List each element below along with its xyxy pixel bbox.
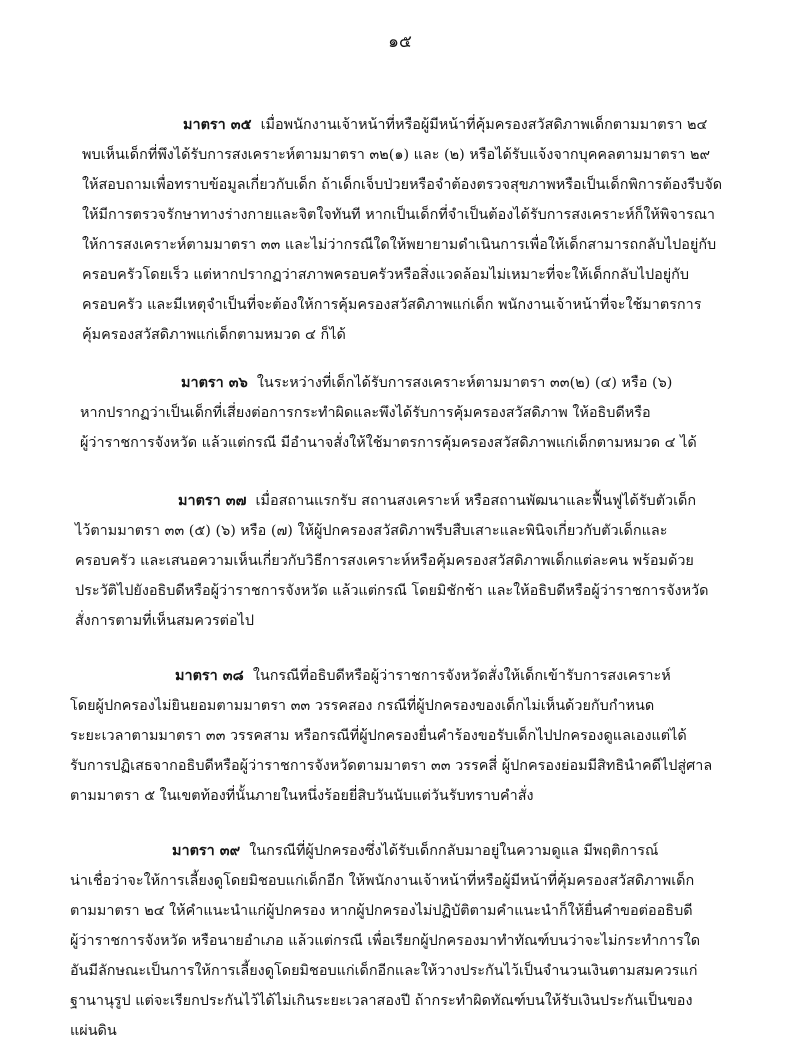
line (175, 664, 671, 687)
line: ครอบครัวโดยเร็ว แต่หากปรากฏว่าสภาพครอบครัวหรือสิ่งแวดล้อมไม่เหมาะที่จะให้เด็กกลับไปอยู่กับ (82, 267, 690, 283)
line: ระยะเวลาตามมาตรา ๓๓ วรรคสาม หรือกรณีที่ผู้ปกครองยื่นคำร้องขอรับเด็กไปปกครองดูแลเองแต่ได้ (70, 728, 687, 744)
line (181, 371, 672, 394)
section-text: ในระหว่างที่เด็กได้รับการสงเคราะห์ตามมาตรา ๓๓(๒) (๔) หรือ (๖) (256, 375, 673, 391)
line: ครอบครัว และมีเหตุจำเป็นที่จะต้องให้การคุ้มครองสวัสดิภาพแก่เด็ก พนักงานเจ้าหน้าที่จะใช้มาตรการ (82, 297, 702, 313)
line: ครอบครัว และเสนอความเห็นเกี่ยวกับวิธีการสงเคราะห์หรือคุ้มครองสวัสดิภาพเด็กแต่ละคน พร้อมด้วย (75, 553, 694, 569)
line: ให้มีการตรวจรักษาทางร่างกายและจิตใจทันที หากเป็นเด็กที่จำเป็นต้องได้รับการสงเคราะห์ก็ให้พิจารณา (82, 207, 716, 223)
line: ผู้ว่าราชการจังหวัด แล้วแต่กรณี มีอำนาจสั่งให้ใช้มาตรการคุ้มครองสวัสดิภาพแก่เด็กตามหมวด ๔ ได้ (80, 435, 697, 451)
line: สั่งการตามที่เห็นสมควรต่อไป (75, 613, 255, 629)
line: ผู้ว่าราชการจังหวัด หรือนายอำเภอ แล้วแต่กรณี เพื่อเรียกผู้ปกครองมาทำทัณฑ์บนว่าจะไม่กระทำการใด (70, 933, 701, 949)
line: รับการปฏิเสธจากอธิบดีหรือผู้ว่าราชการจังหวัดตามมาตรา ๓๓ วรรคสี่ ผู้ปกครองย่อมมีสิทธินำคดีไปสู่ศาล (70, 758, 713, 774)
line: อันมีลักษณะเป็นการให้การเลี้ยงดูโดยมิชอบแก่เด็กอีกและให้วางประกันไว้เป็นจำนวนเงินตามสมควรแก่ (70, 963, 698, 979)
line: ตามมาตรา ๒๔ ให้คำแนะนำแก่ผู้ปกครอง หากผู้ปกครองไม่ปฏิบัติตามคำแนะนำก็ให้ยื่นคำขอต่ออธิบดี (70, 903, 693, 919)
section-text: ในกรณีที่อธิบดีหรือผู้ว่าราชการจังหวัดสั่งให้เด็กเข้ารับการสงเคราะห์ (252, 668, 671, 684)
section-heading: มาตรา ๓๗ (178, 492, 247, 509)
line: คุ้มครองสวัสดิภาพแก่เด็กตามหมวด ๔ ก็ได้ (82, 327, 346, 343)
line: หากปรากฏว่าเป็นเด็กที่เสี่ยงต่อการกระทำผิดและพึงได้รับการคุ้มครองสวัสดิภาพ ให้อธิบดีหรือ (80, 405, 651, 421)
section-heading: มาตรา ๓๘ (175, 667, 244, 684)
line (183, 113, 707, 136)
section-text: เมื่อสถานแรกรับ สถานสงเคราะห์ หรือสถานพัฒนาและฟื้นฟูได้รับตัวเด็ก (255, 493, 697, 509)
line: ให้การสงเคราะห์ตามมาตรา ๓๓ และไม่ว่ากรณีใดให้พยายามดำเนินการเพื่อให้เด็กสามารถกลับไปอยู่กับ (82, 237, 717, 253)
line: ให้สอบถามเพื่อทราบข้อมูลเกี่ยวกับเด็ก ถ้าเด็กเจ็บป่วยหรือจำต้องตรวจสุขภาพหรือเป็นเด็กพิการต้องรีบจัด (82, 177, 723, 193)
line: โดยผู้ปกครองไม่ยินยอมตามมาตรา ๓๓ วรรคสอง กรณีที่ผู้ปกครองของเด็กไม่เห็นด้วยกับกำหนด (70, 698, 655, 714)
line: แผ่นดิน (70, 1023, 117, 1039)
line (178, 489, 696, 512)
section-text: ในกรณีที่ผู้ปกครองซึ่งได้รับเด็กกลับมาอยู่ในความดูแล มีพฤติการณ์ (249, 843, 659, 859)
section-heading: มาตรา ๓๕ (183, 116, 252, 133)
line: พบเห็นเด็กที่พึงได้รับการสงเคราะห์ตามมาตรา ๓๒(๑) และ (๒) หรือได้รับแจ้งจากบุคคลตามมาตรา ๒๙ (82, 147, 711, 163)
line: ประวัติไปยังอธิบดีหรือผู้ว่าราชการจังหวัด แล้วแต่กรณี โดยมิชักช้า และให้อธิบดีหรือผู้ว่าราชการจังหวัด (75, 583, 709, 599)
line: ไว้ตามมาตรา ๓๓ (๕) (๖) หรือ (๗) ให้ผู้ปกครองสวัสดิภาพรีบสืบเสาะและพินิจเกี่ยวกับตัวเด็กและ (75, 523, 668, 539)
page-number: ๑๕ (388, 32, 412, 52)
line: น่าเชื่อว่าจะให้การเลี้ยงดูโดยมิชอบแก่เด็กอีก ให้พนักงานเจ้าหน้าที่หรือผู้มีหน้าที่คุ้มครองสวัสดิภาพเด็ก (70, 873, 695, 889)
section-text: เมื่อพนักงานเจ้าหน้าที่หรือผู้มีหน้าที่คุ้มครองสวัสดิภาพเด็กตามมาตรา ๒๔ (260, 117, 708, 133)
line: ฐานานุรูป แต่จะเรียกประกันไว้ได้ไม่เกินระยะเวลาสองปี ถ้ากระทำผิดทัณฑ์บนให้รับเงินประกันเป็นของ (70, 993, 693, 1009)
section-heading: มาตรา ๓๙ (172, 842, 241, 859)
section-heading: มาตรา ๓๖ (181, 374, 248, 391)
line: ตามมาตรา ๕ ในเขตท้องที่นั้นภายในหนึ่งร้อยยี่สิบวันนับแต่วันรับทราบคำสั่ง (70, 788, 534, 804)
line (172, 839, 658, 862)
